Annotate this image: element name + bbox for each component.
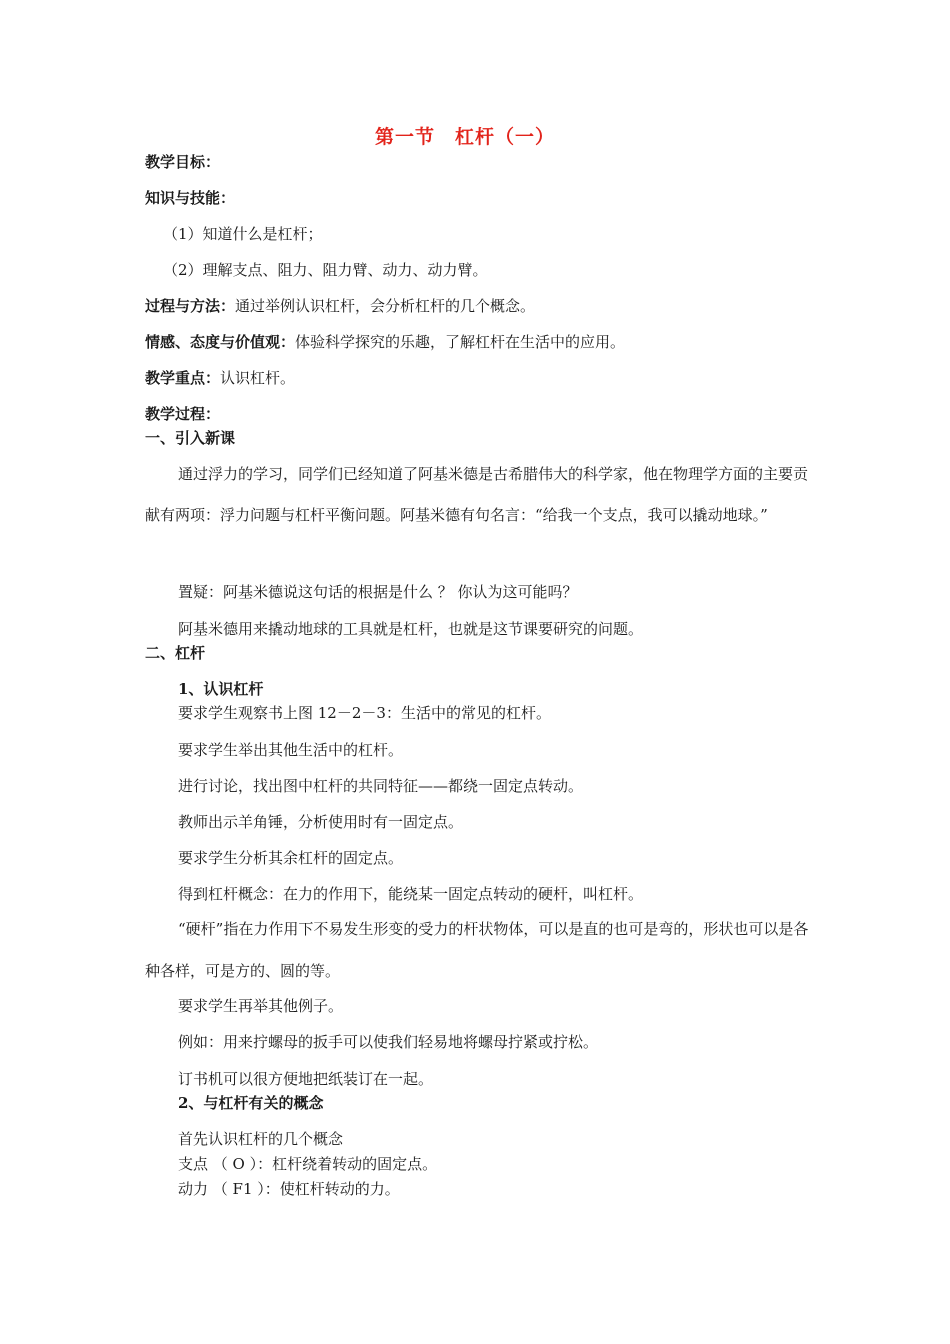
- sub1-line: 订书机可以很方便地把纸装订在一起。: [178, 1070, 434, 1088]
- process-method-line: [145, 296, 535, 316]
- sub1-heading: 1、认识杠杆: [178, 680, 264, 698]
- section1-heading: 一、引入新课: [145, 429, 236, 447]
- section1-answer: 阿基米德用来撬动地球的工具就是杠杆，也就是这节课要研究的问题。: [178, 620, 644, 638]
- focus-label: 教学重点：: [145, 369, 221, 387]
- knowledge-heading: 知识与技能：: [145, 189, 236, 207]
- section2-heading: 二、杠杆: [145, 644, 206, 662]
- sub1-line: 要求学生再举其他例子。: [178, 997, 344, 1015]
- focus-text: 认识杠杆。: [220, 369, 296, 387]
- sub1-line: 例如：用来拧螺母的扳手可以使我们轻易地将螺母拧紧或拧松。: [178, 1033, 599, 1051]
- sub2-line: 动力 （ F1 ）：使杠杆转动的力。: [178, 1180, 400, 1198]
- process-heading: 教学过程：: [145, 405, 221, 423]
- knowledge-item-2: （2）理解支点、阻力、阻力臂、动力、动力臂。: [163, 261, 488, 279]
- sub2-line: 首先认识杠杆的几个概念: [178, 1130, 344, 1148]
- focus-line: [145, 368, 295, 388]
- process-method-text: 通过举例认识杠杆，会分析杠杆的几个概念。: [235, 297, 536, 315]
- sub1-line: 进行讨论，找出图中杠杆的共同特征——都绕一固定点转动。: [178, 777, 584, 795]
- sub1-line: 得到杠杆概念：在力的作用下，能绕某一固定点转动的硬杆，叫杠杆。: [178, 885, 644, 903]
- emotion-line: [145, 332, 625, 352]
- sub2-heading: 2、与杠杆有关的概念: [178, 1094, 324, 1112]
- page-title: 第一节 杠杆（一）: [375, 126, 556, 148]
- section1-paragraph: 通过浮力的学习，同学们已经知道了阿基米德是古希腊伟大的科学家，他在物理学方面的主要贡献有两项：浮力问题与杠杆平衡问题。阿基米德有句名言：“给我一个支点，我可以撬动地球。”: [145, 465, 809, 524]
- knowledge-item-1: （1）知道什么是杠杆；: [163, 225, 323, 243]
- emotion-label: 情感、态度与价值观：: [145, 333, 296, 351]
- process-method-label: 过程与方法：: [145, 297, 236, 315]
- section1-question: 置疑：阿基米德说这句话的根据是什么 ？ 你认为这可能吗？: [178, 583, 578, 601]
- sub1-line: 要求学生分析其余杠杆的固定点。: [178, 849, 404, 867]
- sub1-paragraph: “硬杆”指在力作用下不易发生形变的受力的杆状物体，可以是直的也可是弯的，形状也可以是各种各样，可是方的、圆的等。: [145, 920, 809, 980]
- sub1-line: 要求学生举出其他生活中的杠杆。: [178, 741, 404, 759]
- sub2-line: 支点 （ O ）：杠杆绕着转动的固定点。: [178, 1155, 438, 1173]
- sub1-line: 要求学生观察书上图 12－2－3：生活中的常见的杠杆。: [178, 704, 551, 722]
- goals-heading: 教学目标：: [145, 153, 221, 171]
- emotion-text: 体验科学探究的乐趣，了解杠杆在生活中的应用。: [295, 333, 626, 351]
- sub1-line: 教师出示羊角锤，分析使用时有一固定点。: [178, 813, 464, 831]
